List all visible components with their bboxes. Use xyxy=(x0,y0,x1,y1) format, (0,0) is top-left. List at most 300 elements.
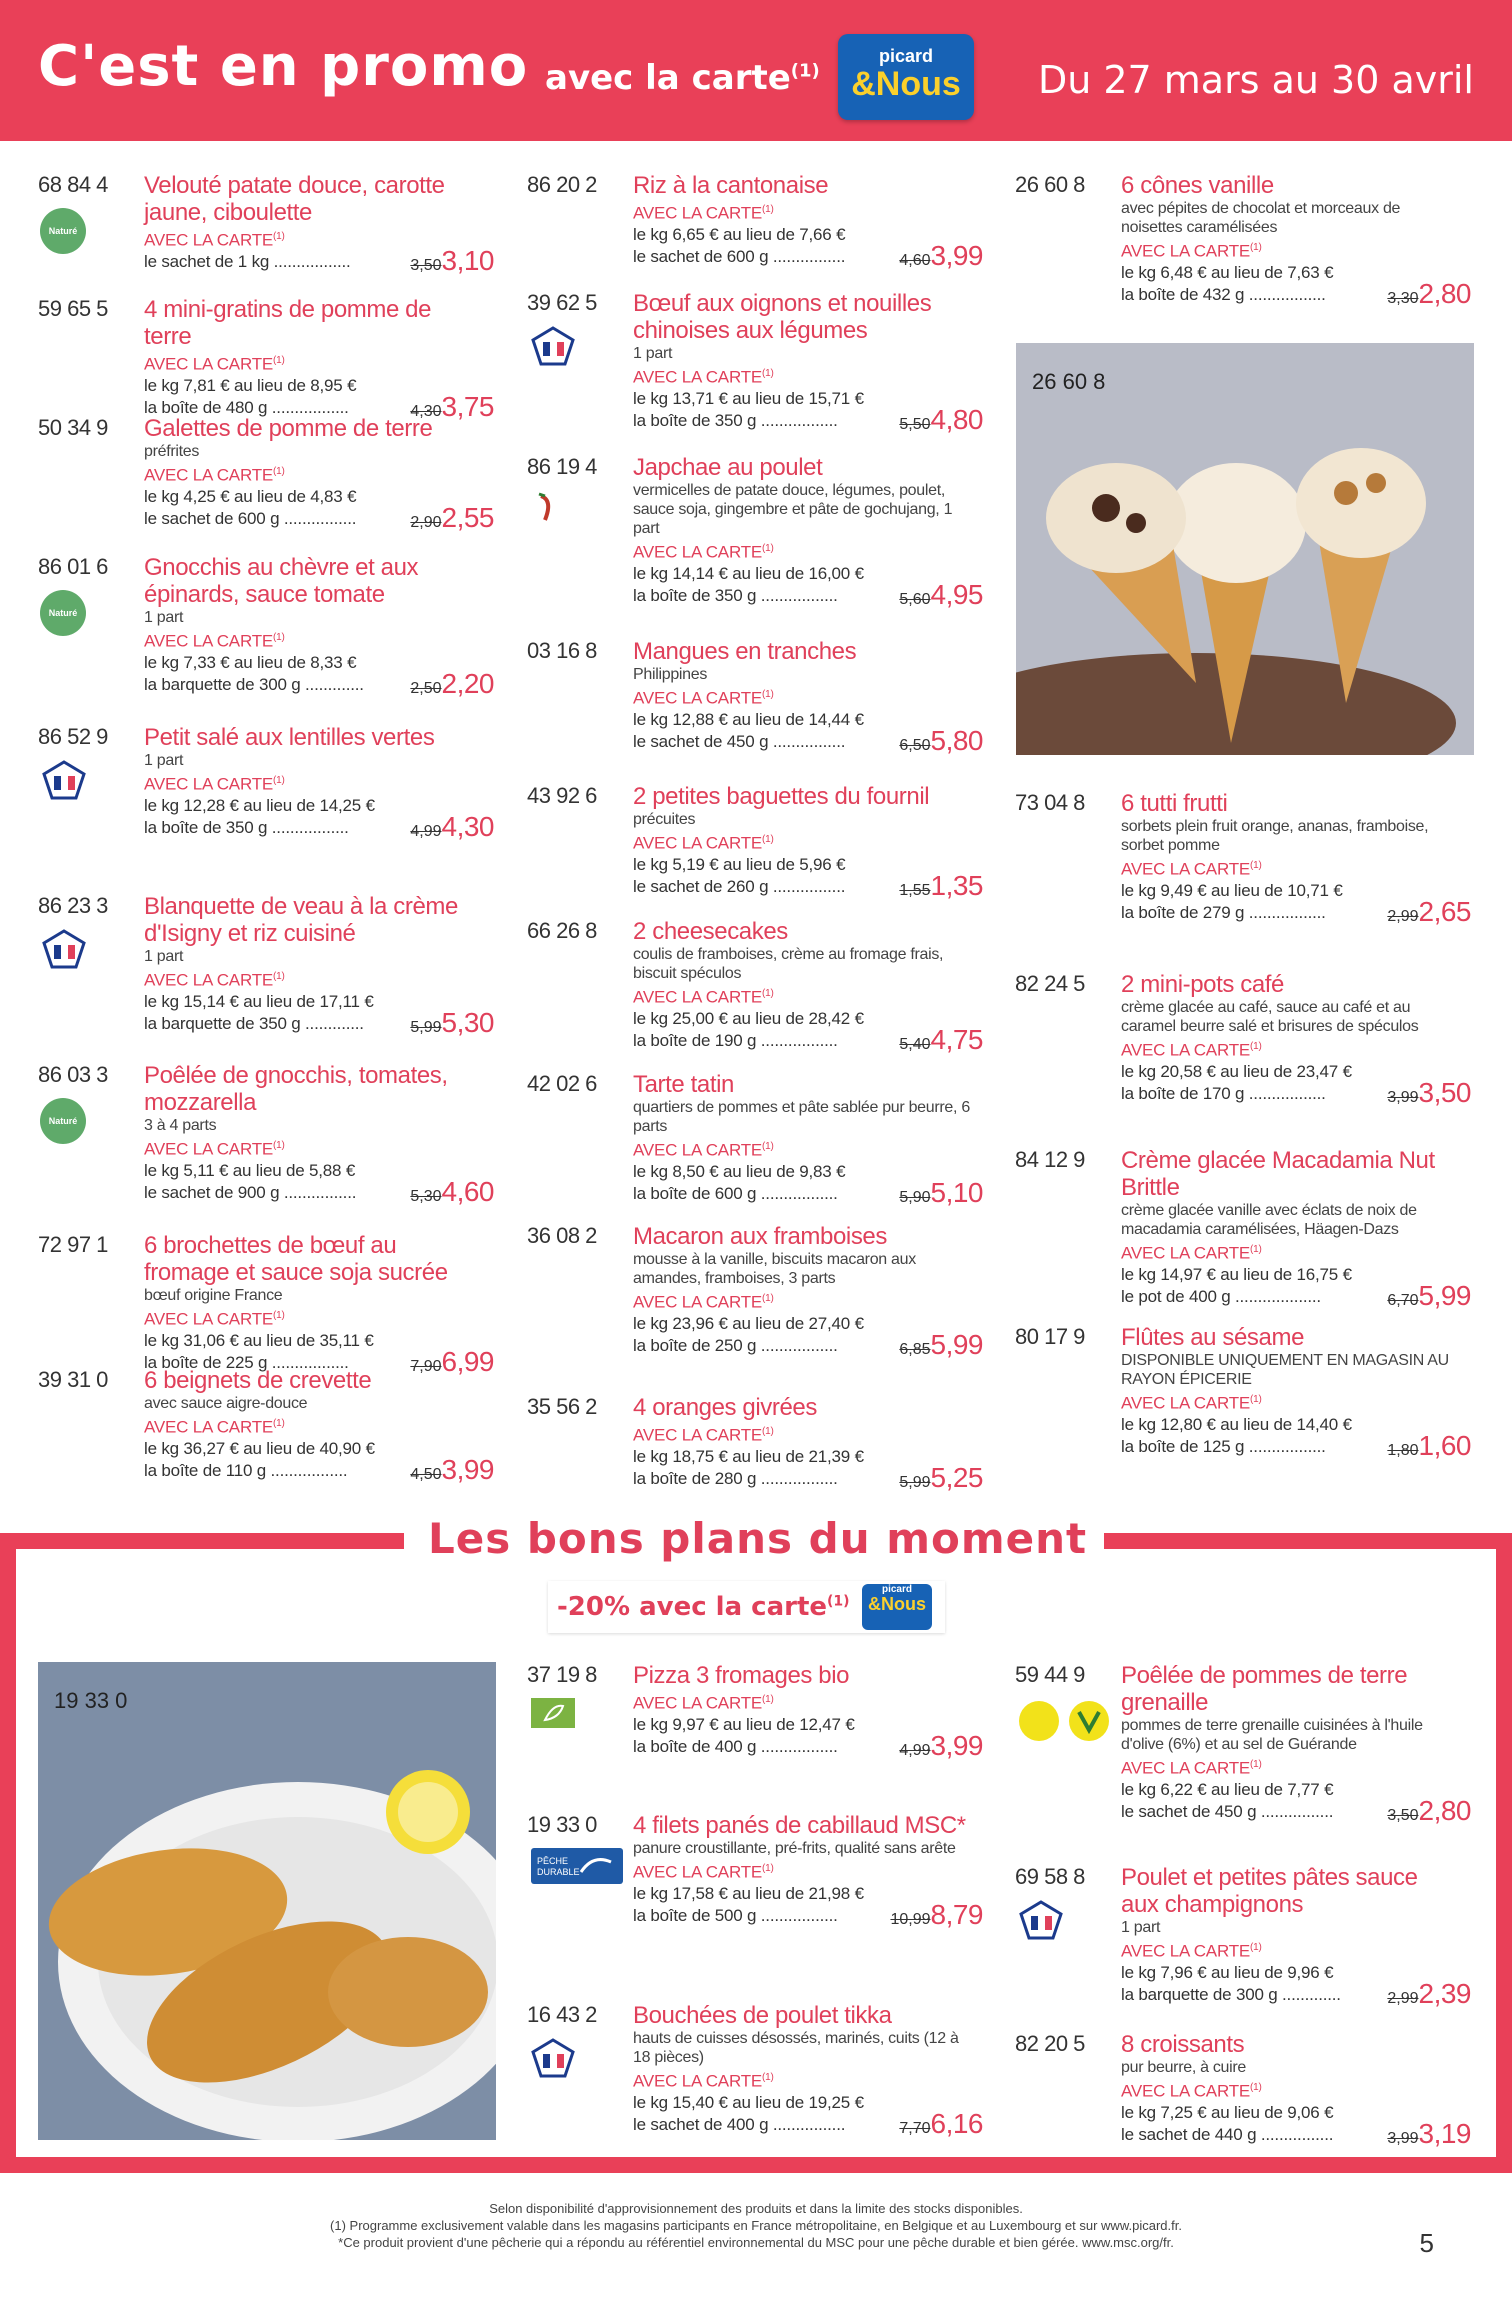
leader-dots: ................ xyxy=(1256,1801,1334,1821)
leader-dots: ................ xyxy=(768,731,846,751)
promo-price: 8,79 xyxy=(930,1898,983,1930)
promo-price: 2,80 xyxy=(1418,1794,1471,1826)
product-description: crème glacée au café, sauce au café et au caramel beurre salé et brisures de spéculos xyxy=(1121,999,1419,1035)
promo-price: 5,99 xyxy=(930,1328,983,1360)
old-price: 4,99 xyxy=(410,822,442,840)
product-body xyxy=(633,1071,983,1208)
old-price: 6,50 xyxy=(899,736,931,754)
promo-price: 3,50 xyxy=(1418,1076,1471,1108)
promo-price: 3,19 xyxy=(1418,2117,1471,2149)
package-size: le sachet de 440 g xyxy=(1121,2124,1257,2144)
price-block xyxy=(899,1329,983,1361)
promo-price: 5,30 xyxy=(441,1006,494,1038)
product-description: coulis de framboises, crème au fromage frais, biscuit spéculos xyxy=(633,946,944,982)
leader-dots: ............. xyxy=(300,674,364,694)
product-code: 73 04 8 xyxy=(1015,790,1085,815)
product-body xyxy=(633,1394,983,1493)
product-code: 86 03 3 xyxy=(38,1062,108,1087)
package-size: la boîte de 400 g xyxy=(633,1736,757,1756)
card-offer-label: AVEC LA CARTE$^{(1)}$ xyxy=(633,688,774,708)
price-block xyxy=(890,1899,983,1931)
price-per-kg: le kg 13,71 € au lieu de 15,71 € xyxy=(633,388,864,408)
card-offer-label: AVEC LA CARTE$^{(1)}$ xyxy=(144,1139,285,1159)
product-description: mousse à la vanille, biscuits macaron aux amandes, framboises, 3 parts xyxy=(633,1251,916,1287)
price-per-kg: le kg 6,22 € au lieu de 7,77 € xyxy=(1121,1779,1334,1799)
promo-price: 4,80 xyxy=(930,403,983,435)
photo-product-code: 26 60 8 xyxy=(1032,369,1106,394)
product-name: Japchae au poulet xyxy=(633,454,823,481)
price-per-kg: le kg 8,50 € au lieu de 9,83 € xyxy=(633,1161,846,1181)
card-offer-label: AVEC LA CARTE$^{(1)}$ xyxy=(1121,1393,1262,1413)
leader-dots: ................. xyxy=(269,251,351,271)
product-description: pur beurre, à cuire xyxy=(1121,2059,1247,2076)
promo-price: 3,99 xyxy=(930,1729,983,1761)
product-body xyxy=(633,1812,983,1930)
price-per-kg: le kg 12,28 € au lieu de 14,25 € xyxy=(144,795,375,815)
product-name: Tarte tatin xyxy=(633,1071,734,1098)
leader-dots: ................. xyxy=(756,1030,838,1050)
product-description: Philippines xyxy=(633,666,708,683)
product-code: 37 19 8 xyxy=(527,1662,597,1687)
promo-price: 4,75 xyxy=(930,1023,983,1055)
old-price: 5,40 xyxy=(899,1035,931,1053)
product-code: 43 92 6 xyxy=(527,783,597,808)
product-code: 66 26 8 xyxy=(527,918,597,943)
promo-price: 5,99 xyxy=(1418,1279,1471,1311)
package-size: la boîte de 500 g xyxy=(633,1905,757,1925)
price-per-kg: le kg 14,14 € au lieu de 16,00 € xyxy=(633,563,864,583)
leader-dots: ................. xyxy=(267,1352,349,1372)
product-name: Pizza 3 fromages bio xyxy=(633,1662,850,1689)
leader-dots: ................. xyxy=(1244,902,1326,922)
bons-plans-title: Les bons plans du moment xyxy=(428,1514,1088,1563)
product-description: 1 part xyxy=(144,609,184,626)
price-block xyxy=(1387,1077,1471,1109)
package-size: le sachet de 400 g xyxy=(633,2114,769,2134)
promo-price: 3,99 xyxy=(930,239,983,271)
price-block xyxy=(899,1462,983,1494)
package-size: le sachet de 600 g xyxy=(633,246,769,266)
card-offer-label: AVEC LA CARTE$^{(1)}$ xyxy=(144,465,285,485)
product-name: Bœuf aux oignons et nouilles chinoises aux légumes xyxy=(633,290,932,344)
product-name: Poêlée de pommes de terre grenaille xyxy=(1121,1662,1408,1716)
picard-nous-card-logo: picard &Nous xyxy=(838,34,974,120)
promo-price: 6,99 xyxy=(441,1345,494,1377)
price-block xyxy=(410,245,494,277)
package-size: le sachet de 450 g xyxy=(633,731,769,751)
card-offer-label: AVEC LA CARTE$^{(1)}$ xyxy=(633,1693,774,1713)
leader-dots: ................. xyxy=(756,1335,838,1355)
card-offer-label: AVEC LA CARTE$^{(1)}$ xyxy=(1121,2081,1262,2101)
price-block xyxy=(410,668,494,700)
old-price: 3,99 xyxy=(1387,2129,1419,2147)
price-per-kg: le kg 7,81 € au lieu de 8,95 € xyxy=(144,375,357,395)
promo-price: 4,30 xyxy=(441,810,494,842)
card-offer-label: AVEC LA CARTE$^{(1)}$ xyxy=(633,542,774,562)
product-description: 1 part xyxy=(144,948,184,965)
price-block xyxy=(1387,1430,1471,1462)
old-price: 2,90 xyxy=(410,513,442,531)
product-body xyxy=(633,918,983,1055)
package-size: la boîte de 250 g xyxy=(633,1335,757,1355)
old-price: 3,50 xyxy=(410,256,442,274)
old-price: 2,99 xyxy=(1387,907,1419,925)
leader-dots: ................. xyxy=(1244,1083,1326,1103)
product-body xyxy=(1121,971,1471,1108)
leader-dots: ................. xyxy=(756,1905,838,1925)
product-name: 4 oranges givrées xyxy=(633,1394,817,1421)
leader-dots: ................ xyxy=(768,876,846,896)
old-price: 5,90 xyxy=(899,1188,931,1206)
price-per-kg: le kg 17,58 € au lieu de 21,98 € xyxy=(633,1883,864,1903)
price-block xyxy=(410,1007,494,1039)
package-size: le sachet de 1 kg xyxy=(144,251,270,271)
breaded-cod-illustration xyxy=(38,1662,496,2140)
legal-footer xyxy=(0,2200,1512,2251)
leader-dots: ................. xyxy=(756,585,838,605)
leader-dots: ................ xyxy=(1256,2124,1334,2144)
product-body xyxy=(1121,790,1471,927)
card-offer-label: AVEC LA CARTE$^{(1)}$ xyxy=(633,1140,774,1160)
old-price: 5,30 xyxy=(410,1187,442,1205)
made-in-france-icon xyxy=(42,929,86,969)
package-size: la boîte de 432 g xyxy=(1121,284,1245,304)
product-name: Blanquette de veau à la crème d'Isigny et riz cuisiné xyxy=(144,893,458,947)
card-offer-label: AVEC LA CARTE$^{(1)}$ xyxy=(144,1309,285,1329)
card-offer-label: AVEC LA CARTE$^{(1)}$ xyxy=(1121,1040,1262,1060)
product-body xyxy=(1121,1324,1471,1461)
product-code: 80 17 9 xyxy=(1015,1324,1085,1349)
product-body xyxy=(144,172,494,276)
leader-dots: ................. xyxy=(1244,284,1326,304)
old-price: 6,85 xyxy=(899,1340,931,1358)
card-offer-label: AVEC LA CARTE$^{(1)}$ xyxy=(633,367,774,387)
price-block xyxy=(899,725,983,757)
product-body xyxy=(633,783,983,901)
product-code: 69 58 8 xyxy=(1015,1864,1085,1889)
photo-product-code-fish: 19 33 0 xyxy=(54,1688,128,1713)
promo-price: 1,60 xyxy=(1418,1429,1471,1461)
package-size: la barquette de 350 g xyxy=(144,1013,301,1033)
price-block xyxy=(899,404,983,436)
old-price: 2,99 xyxy=(1387,1989,1419,2007)
promo-price: 5,25 xyxy=(930,1461,983,1493)
product-description: pommes de terre grenaille cuisinées à l'huile d'olive (6%) et au sel de Guérande xyxy=(1121,1717,1423,1753)
card-offer-label: AVEC LA CARTE$^{(1)}$ xyxy=(633,1292,774,1312)
product-name: Flûtes au sésame xyxy=(1121,1324,1305,1351)
nature-badge-icon: Naturé xyxy=(40,208,86,254)
price-per-kg: le kg 15,14 € au lieu de 17,11 € xyxy=(144,991,374,1011)
leader-dots: ................. xyxy=(266,1460,348,1480)
ice-cream-cones-photo xyxy=(1016,343,1474,755)
product-body xyxy=(144,296,494,422)
product-code: 39 31 0 xyxy=(38,1367,108,1392)
product-code: 86 23 3 xyxy=(38,893,108,918)
product-name: 4 mini-gratins de pomme de terre xyxy=(144,296,432,350)
price-per-kg: le kg 7,96 € au lieu de 9,96 € xyxy=(1121,1962,1334,1982)
product-body xyxy=(633,290,983,435)
price-block xyxy=(410,1454,494,1486)
header-subtitle: avec la carte$^{(1)}$ xyxy=(545,58,820,98)
product-code: 82 20 5 xyxy=(1015,2031,1085,2056)
product-description: 3 à 4 parts xyxy=(144,1117,217,1134)
product-code: 03 16 8 xyxy=(527,638,597,663)
product-body xyxy=(1121,2031,1471,2149)
product-code: 86 52 9 xyxy=(38,724,108,749)
product-description: DISPONIBLE UNIQUEMENT EN MAGASIN AU RAYON ÉPICERIE xyxy=(1121,1352,1449,1388)
price-block xyxy=(899,2108,983,2140)
product-code: 86 20 2 xyxy=(527,172,597,197)
old-price: 7,90 xyxy=(410,1357,442,1375)
page-number: 5 xyxy=(1419,2228,1434,2258)
price-block xyxy=(1387,1795,1471,1827)
product-description: 1 part xyxy=(633,345,673,362)
card-offer-label: AVEC LA CARTE$^{(1)}$ xyxy=(633,203,774,223)
product-code: 68 84 4 xyxy=(38,172,108,197)
price-per-kg: le kg 31,06 € au lieu de 35,11 € xyxy=(144,1330,374,1350)
organic-eu-leaf-icon xyxy=(531,1698,575,1738)
package-size: la barquette de 300 g xyxy=(144,674,301,694)
product-name: 6 tutti frutti xyxy=(1121,790,1228,817)
promo-price: 5,80 xyxy=(930,724,983,756)
product-code: 36 08 2 xyxy=(527,1223,597,1248)
product-name: 4 filets panés de cabillaud MSC* xyxy=(633,1812,966,1839)
product-description: avec sauce aigre-douce xyxy=(144,1395,308,1412)
card-offer-label: AVEC LA CARTE$^{(1)}$ xyxy=(633,2071,774,2091)
package-size: le sachet de 450 g xyxy=(1121,1801,1257,1821)
product-body xyxy=(1121,172,1471,309)
price-block xyxy=(1387,2118,1471,2150)
leader-dots: ............. xyxy=(300,1013,364,1033)
product-description: quartiers de pommes et pâte sablée pur beurre, 6 parts xyxy=(633,1099,970,1135)
promo-price: 4,60 xyxy=(441,1175,494,1207)
price-per-kg: le kg 15,40 € au lieu de 19,25 € xyxy=(633,2092,864,2112)
svg-text:DURABLE: DURABLE xyxy=(537,1867,580,1877)
product-name: Galettes de pomme de terre xyxy=(144,415,433,442)
product-name: Mangues en tranches xyxy=(633,638,857,665)
ice-cream-cones-illustration xyxy=(1016,343,1474,755)
msc-label-icon xyxy=(531,1848,623,1888)
price-block xyxy=(899,1024,983,1056)
promo-price: 2,55 xyxy=(441,501,494,533)
old-price: 4,50 xyxy=(410,1465,442,1483)
product-code: 16 43 2 xyxy=(527,2002,597,2027)
product-name: 8 croissants xyxy=(1121,2031,1245,2058)
price-per-kg: le kg 6,48 € au lieu de 7,63 € xyxy=(1121,262,1334,282)
price-per-kg: le kg 9,49 € au lieu de 10,71 € xyxy=(1121,880,1343,900)
package-size: la boîte de 350 g xyxy=(144,817,268,837)
price-block xyxy=(410,811,494,843)
product-body xyxy=(1121,1662,1471,1826)
product-description: 1 part xyxy=(1121,1919,1161,1936)
old-price: 1,55 xyxy=(899,881,931,899)
product-body xyxy=(144,554,494,699)
vegan-label-icon xyxy=(1019,1698,1111,1738)
price-per-kg: le kg 14,97 € au lieu de 16,75 € xyxy=(1121,1264,1352,1284)
package-size: le sachet de 260 g xyxy=(633,876,769,896)
leader-dots: ............. xyxy=(1277,1984,1341,2004)
leader-dots: ................ xyxy=(279,1182,357,1202)
promo-price: 2,65 xyxy=(1418,895,1471,927)
card-offer-label: AVEC LA CARTE$^{(1)}$ xyxy=(1121,1243,1262,1263)
package-size: la boîte de 280 g xyxy=(633,1468,757,1488)
breaded-cod-photo xyxy=(38,1662,496,2140)
price-block xyxy=(410,1176,494,1208)
package-size: la boîte de 110 g xyxy=(144,1460,266,1480)
product-code: 86 19 4 xyxy=(527,454,597,479)
price-per-kg: le kg 5,19 € au lieu de 5,96 € xyxy=(633,854,846,874)
svg-text:PÊCHE: PÊCHE xyxy=(537,1856,569,1866)
price-block xyxy=(1387,1978,1471,2010)
leader-dots: ................ xyxy=(768,2114,846,2134)
product-body xyxy=(144,893,494,1038)
price-per-kg: le kg 6,65 € au lieu de 7,66 € xyxy=(633,224,846,244)
product-body xyxy=(633,454,983,610)
footer-line-2: (1) Programme exclusivement valable dans les magasins participants en France métropolitaine, en Belgique et au Luxembourg et sur www.picard.fr. xyxy=(330,2218,1182,2233)
product-description: hauts de cuisses désossés, marinés, cuits (12 à 18 pièces) xyxy=(633,2030,959,2066)
price-per-kg: le kg 12,88 € au lieu de 14,44 € xyxy=(633,709,864,729)
product-name: 6 beignets de crevette xyxy=(144,1367,372,1394)
made-in-france-icon xyxy=(531,2038,575,2078)
old-price: 1,80 xyxy=(1387,1441,1419,1459)
product-code: 82 24 5 xyxy=(1015,971,1085,996)
product-code: 59 44 9 xyxy=(1015,1662,1085,1687)
product-description: panure croustillante, pré-frits, qualité sans arête xyxy=(633,1840,956,1857)
leader-dots: ................. xyxy=(756,1183,838,1203)
product-description: préfrites xyxy=(144,443,200,460)
old-price: 3,99 xyxy=(1387,1088,1419,1106)
product-body xyxy=(633,172,983,271)
old-price: 3,50 xyxy=(1387,1806,1419,1824)
price-per-kg: le kg 12,80 € au lieu de 14,40 € xyxy=(1121,1414,1352,1434)
old-price: 5,99 xyxy=(899,1473,931,1491)
product-body xyxy=(144,1232,494,1377)
price-block xyxy=(899,579,983,611)
price-per-kg: le kg 7,25 € au lieu de 9,06 € xyxy=(1121,2102,1334,2122)
promo-header xyxy=(0,0,1512,141)
product-code: 59 65 5 xyxy=(38,296,108,321)
card-offer-label: AVEC LA CARTE$^{(1)}$ xyxy=(1121,1941,1262,1961)
product-description: vermicelles de patate douce, légumes, poulet, sauce soja, gingembre et pâte de gochujang, 1 part xyxy=(633,482,953,537)
card-offer-label: AVEC LA CARTE$^{(1)}$ xyxy=(633,1425,774,1445)
made-in-france-icon xyxy=(531,326,575,366)
product-code: 35 56 2 xyxy=(527,1394,597,1419)
promo-dates: Du 27 mars au 30 avril xyxy=(1037,58,1474,102)
price-block xyxy=(899,1177,983,1209)
product-body xyxy=(144,1062,494,1207)
product-name: Petit salé aux lentilles vertes xyxy=(144,724,435,751)
package-size: le pot de 400 g xyxy=(1121,1286,1231,1306)
card-offer-label: AVEC LA CARTE$^{(1)}$ xyxy=(144,774,285,794)
promo-price: 4,95 xyxy=(930,578,983,610)
promo-price: 6,16 xyxy=(930,2107,983,2139)
package-size: la boîte de 279 g xyxy=(1121,902,1245,922)
price-per-kg: le kg 36,27 € au lieu de 40,90 € xyxy=(144,1438,375,1458)
card-offer-label: AVEC LA CARTE$^{(1)}$ xyxy=(144,970,285,990)
product-code: 72 97 1 xyxy=(38,1232,108,1257)
header-title: C'est en promo xyxy=(38,34,529,99)
product-description: 1 part xyxy=(144,752,184,769)
price-per-kg: le kg 5,11 € au lieu de 5,88 € xyxy=(144,1160,356,1180)
price-per-kg: le kg 23,96 € au lieu de 27,40 € xyxy=(633,1313,864,1333)
card-offer-label: AVEC LA CARTE$^{(1)}$ xyxy=(144,1417,285,1437)
card-offer-label: AVEC LA CARTE$^{(1)}$ xyxy=(1121,859,1262,879)
product-description: précuites xyxy=(633,811,696,828)
promo-price: 2,20 xyxy=(441,667,494,699)
product-body xyxy=(144,724,494,842)
footer-line-3: *Ce produit provient d'une pêcherie qui a répondu au référentiel environnemental du MSC pour une pêche durable et bien gérée. www.msc.org/fr. xyxy=(338,2235,1174,2250)
old-price: 4,99 xyxy=(899,1741,931,1759)
product-name: Macaron aux framboises xyxy=(633,1223,887,1250)
product-body xyxy=(633,2002,983,2139)
price-block xyxy=(899,1730,983,1762)
old-price: 4,60 xyxy=(899,251,931,269)
price-per-kg: le kg 25,00 € au lieu de 28,42 € xyxy=(633,1008,864,1028)
leader-dots: ................ xyxy=(768,246,846,266)
card-offer-label: AVEC LA CARTE$^{(1)}$ xyxy=(1121,1758,1262,1778)
product-code: 26 60 8 xyxy=(1015,172,1085,197)
promo-price: 2,39 xyxy=(1418,1977,1471,2009)
price-block xyxy=(1387,1280,1471,1312)
package-size: la boîte de 350 g xyxy=(633,410,757,430)
package-size: la boîte de 190 g xyxy=(633,1030,757,1050)
package-size: le sachet de 600 g xyxy=(144,508,280,528)
leader-dots: ................. xyxy=(267,397,349,417)
package-size: la boîte de 480 g xyxy=(144,397,268,417)
package-size: la boîte de 350 g xyxy=(633,585,757,605)
nature-badge-icon: Naturé xyxy=(40,1098,86,1144)
product-name: 6 brochettes de bœuf au fromage et sauce soja sucrée xyxy=(144,1232,448,1286)
card-offer-label: AVEC LA CARTE$^{(1)}$ xyxy=(144,354,285,374)
package-size: le sachet de 900 g xyxy=(144,1182,280,1202)
promo-price: 3,75 xyxy=(441,390,494,422)
card-offer-label: AVEC LA CARTE$^{(1)}$ xyxy=(633,987,774,1007)
price-per-kg: le kg 7,33 € au lieu de 8,33 € xyxy=(144,652,357,672)
product-name: Velouté patate douce, carotte jaune, ciboulette xyxy=(144,172,445,226)
card-offer-label: AVEC LA CARTE$^{(1)}$ xyxy=(633,1862,774,1882)
old-price: 7,70 xyxy=(899,2119,931,2137)
product-name: Poêlée de gnocchis, tomates, mozzarella xyxy=(144,1062,448,1116)
promo-price: 3,10 xyxy=(441,244,494,276)
product-body xyxy=(1121,1864,1471,2009)
product-description: avec pépites de chocolat et morceaux de noisettes caramélisées xyxy=(1121,200,1401,236)
bons-plans-subtitle: -20% avec la carte$^{(1)}$ xyxy=(557,1592,850,1622)
promo-price: 3,99 xyxy=(441,1453,494,1485)
price-block xyxy=(1387,896,1471,928)
price-block xyxy=(899,240,983,272)
package-size: la boîte de 170 g xyxy=(1121,1083,1245,1103)
package-size: la barquette de 300 g xyxy=(1121,1984,1278,2004)
footer-line-1: Selon disponibilité d'approvisionnement des produits et dans la limite des stocks disponibles. xyxy=(489,2201,1023,2216)
product-name: Bouchées de poulet tikka xyxy=(633,2002,892,2029)
product-description: bœuf origine France xyxy=(144,1287,283,1304)
product-code: 42 02 6 xyxy=(527,1071,597,1096)
product-body xyxy=(144,1367,494,1485)
leader-dots: ................. xyxy=(756,1736,838,1756)
leader-dots: ................. xyxy=(756,410,838,430)
card-offer-label: AVEC LA CARTE$^{(1)}$ xyxy=(144,230,285,250)
product-name: Poulet et petites pâtes sauce aux champignons xyxy=(1121,1864,1418,1918)
promo-price: 5,10 xyxy=(930,1176,983,1208)
nature-badge-icon: Naturé xyxy=(40,590,86,636)
leader-dots: ................ xyxy=(279,508,357,528)
old-price: 10,99 xyxy=(890,1910,931,1928)
old-price: 2,50 xyxy=(410,679,442,697)
product-body xyxy=(633,1223,983,1360)
product-name: 2 cheesecakes xyxy=(633,918,788,945)
made-in-france-icon xyxy=(42,760,86,800)
package-size: la boîte de 225 g xyxy=(144,1352,268,1372)
